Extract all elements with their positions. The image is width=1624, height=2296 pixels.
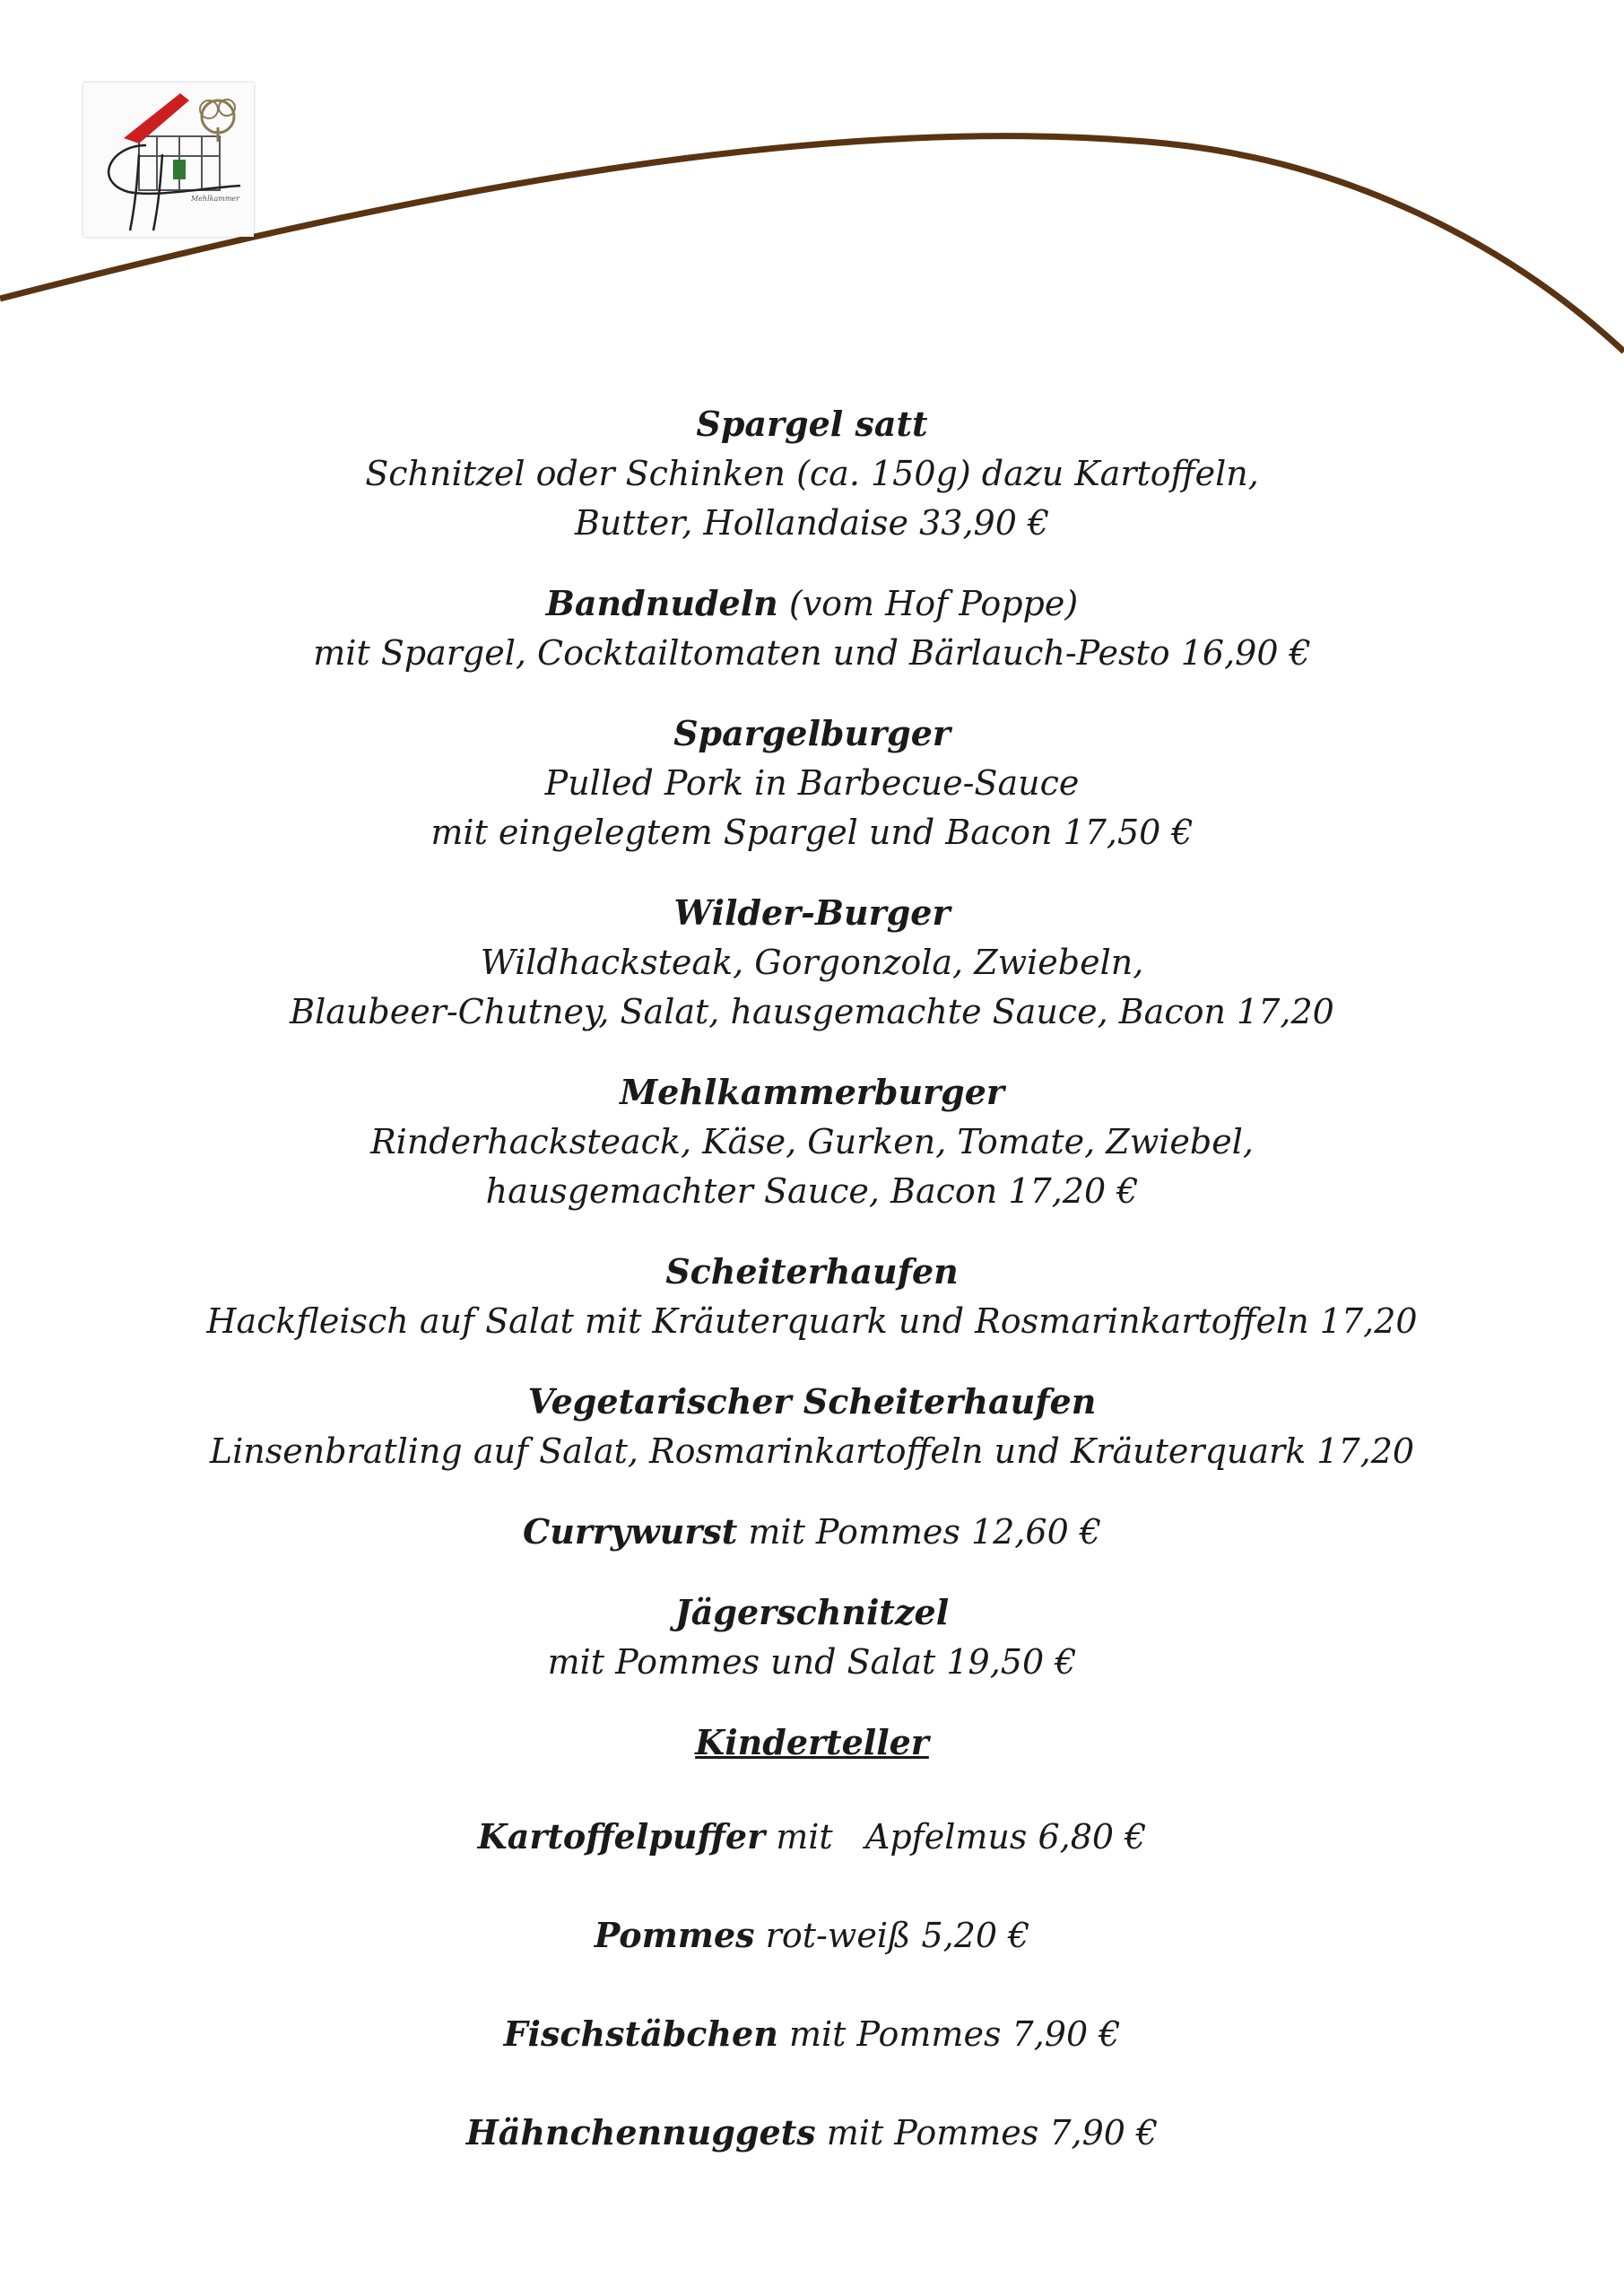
dish-inline: mit Pommes 12,60 € [737, 1512, 1101, 1552]
dish-title: Pommes [594, 1915, 755, 1955]
dish-description: Linsenbratling auf Salat, Rosmarinkartoffeln und Kräuterquark 17,20 [209, 1431, 1415, 1471]
menu-item [0, 399, 1624, 548]
restaurant-logo [83, 83, 254, 237]
dish-title: Currywurst [522, 1511, 738, 1552]
dish-title: Scheiterhaufen [665, 1251, 959, 1292]
menu-item [0, 709, 1624, 857]
menu-list [0, 399, 1624, 2206]
dish-description: Pulled Pork in Barbecue-Sauce [544, 763, 1080, 803]
dish-description: mit Spargel, Cocktailtomaten und Bärlauch-Pesto 16,90 € [313, 633, 1311, 673]
dish-description: Schnitzel oder Schinken (ca. 150g) dazu Kartoffeln, [365, 454, 1259, 493]
dish-description: rot-weiß 5,20 € [754, 1916, 1030, 1955]
dish-description: mit Pommes 7,90 € [777, 2014, 1121, 2054]
dish-title: Kartoffelpuffer [477, 1816, 766, 1857]
menu-item [0, 1587, 1624, 1687]
dish-description: Hackfleisch auf Salat mit Kräuterquark und Rosmarinkartoffeln 17,20 [206, 1301, 1418, 1341]
kids-menu-item [0, 1812, 1624, 1862]
menu-item [0, 1247, 1624, 1346]
dish-description: mit Pommes und Salat 19,50 € [547, 1642, 1077, 1682]
dish-title: Mehlkammerburger [620, 1072, 1004, 1112]
dish-inline: (vom Hof Poppe) [777, 584, 1079, 623]
dish-description: Butter, Hollandaise 33,90 € [574, 503, 1050, 543]
dish-title: Vegetarischer Scheiterhaufen [527, 1381, 1097, 1422]
dish-title: Jägerschnitzel [674, 1592, 950, 1632]
dish-title: Bandnudeln [545, 583, 778, 623]
logo-text: Mehlkammer [191, 195, 239, 203]
menu-item [0, 1377, 1624, 1476]
menu-item [0, 1507, 1624, 1557]
kids-section-heading: Kinderteller [695, 1722, 929, 1762]
dish-title: Wilder-Burger [673, 892, 951, 933]
dish-title: Spargelburger [673, 713, 951, 753]
dish-description: Wildhacksteak, Gorgonzola, Zwiebeln, [480, 943, 1144, 982]
kids-menu-item [0, 2108, 1624, 2158]
menu-item [0, 1067, 1624, 1216]
menu-item [0, 888, 1624, 1037]
dish-title: Spargel satt [696, 404, 928, 444]
dish-title: Hähnchennuggets [465, 2112, 816, 2152]
dish-description: mit Pommes 7,90 € [815, 2113, 1159, 2152]
dish-title: Fischstäbchen [503, 2013, 778, 2054]
kids-menu-item [0, 1910, 1624, 1961]
menu-item [0, 578, 1624, 678]
dish-description: mit eingelegtem Spargel und Bacon 17,50 € [430, 813, 1194, 852]
dish-description: hausgemachter Sauce, Bacon 17,20 € [485, 1171, 1139, 1211]
dish-description: Blaubeer-Chutney, Salat, hausgemachte Sauce, Bacon 17,20 [290, 992, 1334, 1031]
dish-description: Rinderhacksteack, Käse, Gurken, Tomate, Zwiebel, [370, 1122, 1254, 1161]
kids-menu-item [0, 2009, 1624, 2059]
dish-description: mit Apfelmus 6,80 € [765, 1817, 1147, 1857]
